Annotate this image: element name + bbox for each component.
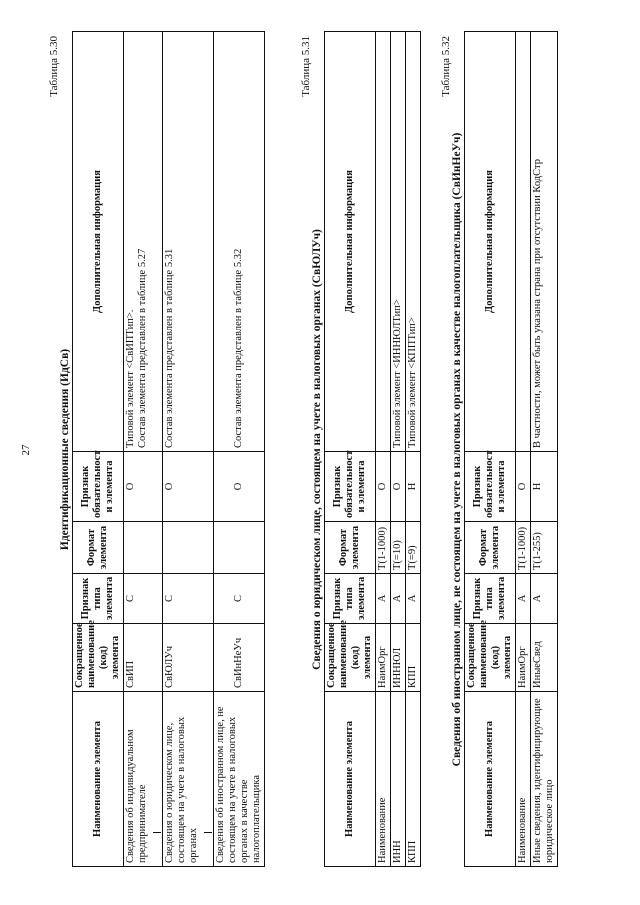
header-code: Сокращенное наименование (код) элемента [73,624,124,692]
cell-format: T(=9) [406,522,421,574]
data-table [324,31,421,867]
cell-info: Типовой элемент <КППТип> [406,32,421,452]
cell-required: О [391,452,406,522]
cell-code: КПП [406,624,421,692]
table-header-row [73,32,124,867]
edit-mark [204,832,212,833]
cell-info: Типовой элемент <ИННЮЛТип> [391,32,406,452]
cell-required: Н [531,452,558,522]
table-block-5-32 [440,32,558,867]
table-row [406,32,421,867]
cell-info [376,32,391,452]
cell-name: КПП [406,692,421,867]
cell-info: Состав элемента представлен в таблице 5.32 [214,32,265,452]
data-table [464,31,558,867]
cell-format [124,522,163,574]
cell-code: ИныеСвед [531,624,558,692]
cell-name: Иные сведения, идентифицирующие юридическое лицо [531,692,558,867]
table-caption: Таблица 5.31 [300,36,312,97]
cell-info [516,32,531,452]
table-header-row [325,32,376,867]
cell-format [214,522,265,574]
cell-required: О [516,452,531,522]
cell-code: ИННЮЛ [391,624,406,692]
header-name: Наименование элемента [465,692,516,867]
cell-format: T(1-255) [531,522,558,574]
table-block-5-31 [300,32,421,867]
cell-type: С [214,574,265,624]
cell-code: СвИнНеУч [214,624,265,692]
header-info: Дополнительная информация [465,32,516,452]
header-required: Признак обязательност и элемента [325,452,376,522]
header-type: Признак типа элемента [73,574,124,624]
header-type: Признак типа элемента [465,574,516,624]
cell-type: С [163,574,214,624]
cell-required: О [376,452,391,522]
cell-name: Наименование [516,692,531,867]
cell-name: Сведения об индивидуальном предпринимателе [124,692,163,867]
table-row [163,32,214,867]
table-title: Идентификационные сведения (ИдСв) [59,348,71,551]
table-row [531,32,558,867]
table-title: Сведения об иностранном лице, не состоящем на учете в налоговых органах в качестве налогоплательщика (СвИнНеУч) [451,132,463,767]
cell-type: А [406,574,421,624]
cell-format [163,522,214,574]
header-code: Сокращенное наименование (код) элемента [325,624,376,692]
cell-format: T(1-1000) [516,522,531,574]
cell-type: А [516,574,531,624]
cell-name: Наименование [376,692,391,867]
edit-mark [153,832,161,833]
cell-info: Типовой элемент <СвИПТип>. Состав элемента представлен в таблице 5.27 [124,32,163,452]
cell-info: В частности, может быть указана страна при отсутствии КодСтр [531,32,558,452]
cell-format: T(=10) [391,522,406,574]
table-title: Сведения о юридическом лице, состоящем на учете в налоговых органах (СвЮЛУч) [311,229,323,670]
table-row [214,32,265,867]
cell-format: T(1-1000) [376,522,391,574]
header-required: Признак обязательност и элемента [73,452,124,522]
header-format: Формат элемента [465,522,516,574]
cell-name: Сведения о юридическом лице, состоящем на учете в налоговых органах [163,692,214,867]
header-format: Формат элемента [73,522,124,574]
cell-code: СвЮЛУч [163,624,214,692]
header-name: Наименование элемента [73,692,124,867]
table-row [124,32,163,867]
header-required: Признак обязательност и элемента [465,452,516,522]
data-table [72,31,265,867]
page-number: 27 [20,444,32,456]
cell-info: Состав элемента представлен в таблице 5.31 [163,32,214,452]
cell-code: СвИП [124,624,163,692]
cell-type: С [124,574,163,624]
header-format: Формат элемента [325,522,376,574]
table-header-row [465,32,516,867]
cell-type: А [376,574,391,624]
table-row [391,32,406,867]
header-code: Сокращенное наименование (код) элемента [465,624,516,692]
header-info: Дополнительная информация [325,32,376,452]
header-type: Признак типа элемента [325,574,376,624]
table-row [516,32,531,867]
cell-required: Н [406,452,421,522]
header-info: Дополнительная информация [73,32,124,452]
header-name: Наименование элемента [325,692,376,867]
cell-type: А [531,574,558,624]
table-block-5-30 [48,32,265,867]
cell-required: О [163,452,214,522]
cell-code: НаимОрг [516,624,531,692]
table-caption: Таблица 5.32 [440,36,452,97]
cell-code: НаимОрг [376,624,391,692]
table-row [376,32,391,867]
table-caption: Таблица 5.30 [48,36,60,97]
cell-required: О [214,452,265,522]
cell-name: ИНН [391,692,406,867]
cell-required: О [124,452,163,522]
cell-type: А [391,574,406,624]
cell-name: Сведения об иностранном лице, не состоящем на учете в налоговых органах в качестве налогоплательщика [214,692,265,867]
